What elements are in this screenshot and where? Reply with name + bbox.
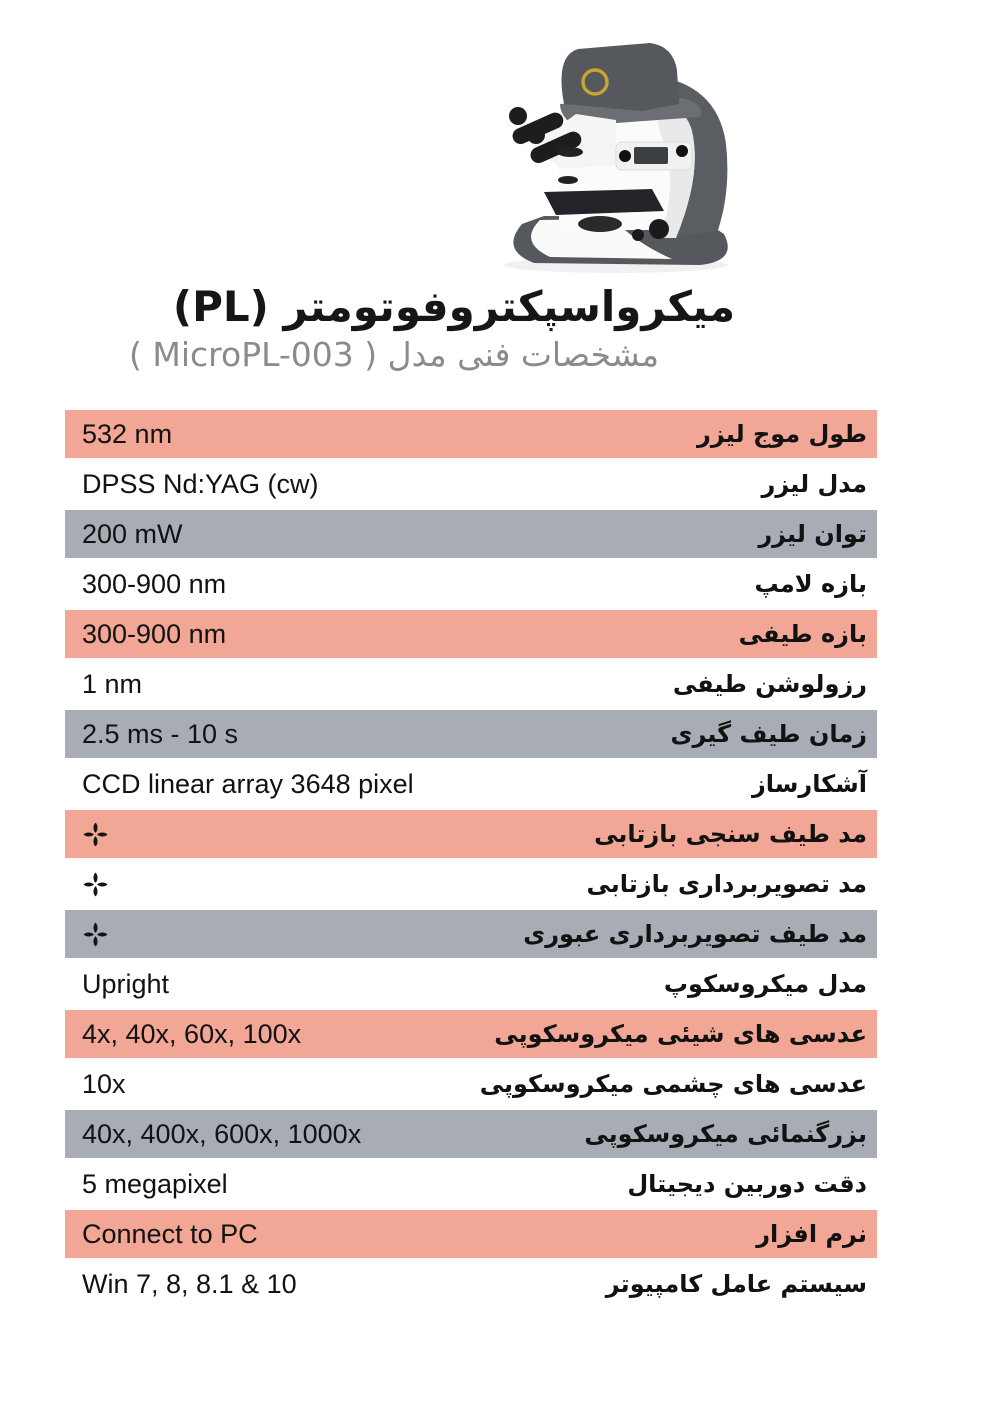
page-subtitle: مشخصات فنی مدل ( MicroPL-003 ) (129, 334, 659, 374)
spec-label: مدل میکروسکوپ (663, 970, 867, 999)
microscope-image (466, 14, 756, 279)
spec-table (65, 410, 877, 1308)
spec-value: 300-900 nm (82, 618, 227, 649)
spec-label: نرم افزار (756, 1220, 867, 1249)
spec-value: 300-900 nm (82, 568, 227, 599)
spec-label: سیستم عامل کامپیوتر (605, 1270, 867, 1299)
spec-label: عدسی های شیئی میکروسکوپی (494, 1020, 867, 1049)
spec-value: 2.5 ms - 10 s (82, 718, 239, 749)
spec-value: 1 nm (82, 668, 143, 699)
table-row (65, 660, 877, 708)
spec-label: مد طیف تصویربرداری عبوری (523, 920, 867, 949)
spec-value: 4x, 40x, 60x, 100x (82, 1018, 302, 1049)
title-block (0, 281, 992, 376)
spec-value: 10x (82, 1068, 126, 1099)
table-row (65, 810, 877, 858)
spec-label: زمان طیف گیری (670, 720, 867, 749)
table-row (65, 460, 877, 508)
spec-value (82, 921, 109, 948)
spec-label: بازه لامپ (754, 570, 867, 599)
spec-label: آشکارساز (751, 770, 867, 799)
spec-label: رزولوشن طیفی (672, 670, 867, 699)
spec-label: طول موج لیزر (697, 420, 867, 449)
spec-label: مدل لیزر (761, 470, 867, 499)
spec-value: 5 megapixel (82, 1168, 228, 1199)
spec-label: دقت دوربین دیجیتال (627, 1170, 867, 1199)
spec-label: مد تصویربرداری بازتابی (586, 870, 867, 899)
spec-label: بازه طیفی (738, 620, 867, 649)
table-row (65, 1160, 877, 1208)
spec-label: بزرگنمائی میکروسکوپی (584, 1120, 867, 1149)
table-row (65, 1110, 877, 1158)
product-photo (0, 0, 992, 279)
table-row (65, 610, 877, 658)
table-row (65, 410, 877, 458)
spec-label: عدسی های چشمی میکروسکوپی (479, 1070, 867, 1099)
spec-value: 200 mW (82, 518, 183, 549)
table-row (65, 1210, 877, 1258)
table-row (65, 510, 877, 558)
spec-label: توان لیزر (758, 520, 867, 549)
four-petal-asterisk-icon (82, 871, 109, 898)
four-petal-asterisk-icon (82, 921, 109, 948)
spec-value: CCD linear array 3648 pixel (82, 768, 414, 799)
four-petal-asterisk-icon (82, 821, 109, 848)
spec-value: 532 nm (82, 418, 173, 449)
spec-value: 40x, 400x, 600x, 1000x (82, 1118, 362, 1149)
table-row (65, 560, 877, 608)
table-row (65, 710, 877, 758)
spec-value (82, 821, 109, 848)
table-row (65, 1010, 877, 1058)
table-row (65, 960, 877, 1008)
table-row (65, 1260, 877, 1308)
spec-value: DPSS Nd:YAG (cw) (82, 468, 319, 499)
spec-value: Win 7, 8, 8.1 & 10 (82, 1268, 297, 1299)
page-title: میکرواسپکتروفوتومتر (PL) (172, 282, 736, 331)
table-row (65, 1060, 877, 1108)
spec-value (82, 871, 109, 898)
spec-label: مد طیف سنجی بازتابی (594, 820, 867, 849)
table-row (65, 860, 877, 908)
table-row (65, 910, 877, 958)
spec-value: Connect to PC (82, 1218, 258, 1249)
spec-value: Upright (82, 968, 170, 999)
table-row (65, 760, 877, 808)
